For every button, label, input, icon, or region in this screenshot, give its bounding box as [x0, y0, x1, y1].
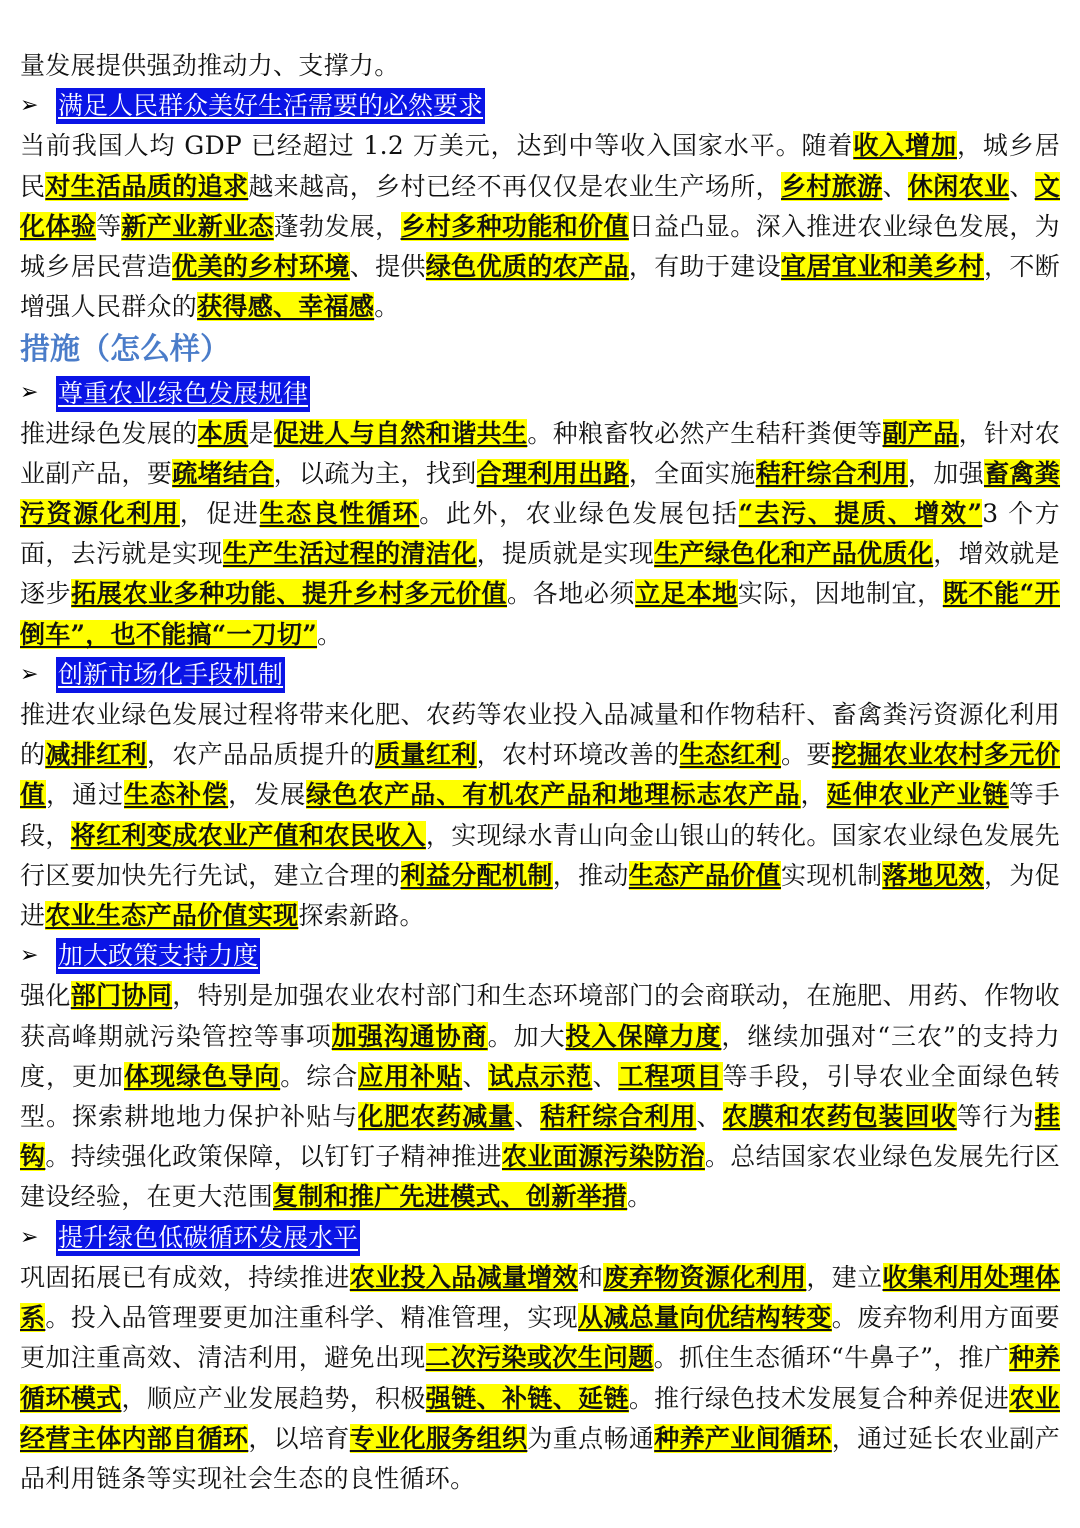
- paragraph-text: 等手段，: [20, 780, 1061, 850]
- section-title-label: 满足人民群众美好生活需要的必然要求: [56, 88, 485, 124]
- section-bullet: [20, 1218, 1060, 1258]
- paragraph-text: 是: [248, 418, 274, 448]
- paragraph-text: ，特别是加强农业农村部门和生态环境部门的会商联动，在施肥、用药、作物收获高峰期就污染管控等事项: [20, 981, 1060, 1051]
- section-title-label: 创新市场化手段机制: [56, 657, 285, 693]
- section-title-label: 加大政策支持力度: [56, 938, 260, 974]
- highlighted-keyword: 挖掘农业农村多元价值: [20, 740, 1060, 810]
- highlighted-keyword: 废弃物资源化利用: [603, 1262, 807, 1292]
- paragraph: [20, 695, 1060, 936]
- paragraph-text: 、: [462, 1061, 489, 1091]
- paragraph-text: 、: [514, 1102, 541, 1132]
- paragraph-text: ，针对农业副产品，要: [20, 418, 1061, 488]
- highlighted-keyword: 副产品: [882, 418, 959, 448]
- highlighted-keyword: 加强沟通协商: [331, 1021, 488, 1051]
- highlighted-keyword: 乡村多种功能和价值: [400, 211, 629, 241]
- paragraph-text: ，通过: [46, 780, 125, 810]
- highlighted-keyword: 拓展农业多种功能、提升乡村多元价值: [71, 579, 508, 609]
- highlighted-keyword: 收入增加: [853, 131, 957, 161]
- paragraph-text: 等手段，引导农业全面绿色转型。探索耕地地力保护补贴与: [20, 1061, 1061, 1132]
- arrow-bullet-icon: ➢: [20, 93, 39, 119]
- arrow-bullet-icon: ➢: [20, 661, 39, 687]
- highlighted-keyword: 农业投入品减量增效: [349, 1262, 579, 1292]
- paragraph-text: ，以培育: [248, 1423, 350, 1453]
- highlighted-keyword: 促进人与自然和谐共生: [273, 418, 528, 448]
- highlighted-keyword: 生态产品价值: [628, 860, 782, 890]
- section-bullet: [20, 655, 1060, 695]
- section-bullet: [20, 936, 1060, 976]
- highlighted-keyword: 部门协同: [70, 981, 173, 1011]
- paragraph-text: 。此外，农业绿色发展包括: [419, 499, 739, 529]
- paragraph-text: 等: [96, 211, 122, 241]
- highlighted-keyword: 绿色优质的农产品: [425, 252, 629, 282]
- paragraph-text: 量发展提供强劲推动力、支撑力。: [20, 51, 400, 80]
- highlighted-keyword: 生产生活过程的清洁化: [222, 539, 477, 569]
- paragraph-text: ，实现绿水青山向金山银山的转化。国家农业绿色发展先行区要加快先行先试，建立合理的: [20, 820, 1060, 890]
- highlighted-keyword: 本质: [197, 418, 249, 448]
- paragraph-text: 。总结国家农业绿色发展先行区建设经验，在更大范围: [20, 1142, 1060, 1212]
- paragraph-text: 、: [696, 1102, 723, 1132]
- paragraph-text: 巩固拓展已有成效，持续推进: [20, 1262, 350, 1292]
- paragraph-text: ，城乡居民: [20, 131, 1061, 201]
- paragraph-text: 。抓住生态循环“牛鼻子”，推广: [653, 1343, 1010, 1373]
- highlighted-keyword: 落地见效: [882, 860, 984, 890]
- highlighted-keyword: 挂钩: [20, 1102, 1061, 1172]
- paragraph-text: 推进农业绿色发展过程将带来化肥、农药等农业投入品减量和作物秸秆、畜禽粪污资源化利用的: [20, 700, 1060, 770]
- section-title-label: 提升绿色低碳循环发展水平: [56, 1220, 360, 1256]
- paragraph-text: 。持续强化政策保障，以钉钉子精神推进: [45, 1142, 502, 1172]
- section-bullet: [20, 373, 1060, 413]
- paragraph-text: ，顺应产业发展趋势，积极: [121, 1383, 426, 1413]
- paragraph-text: 。推行绿色技术发展复合种养促进: [628, 1383, 1010, 1413]
- paragraph: [20, 1258, 1060, 1499]
- paragraph: [20, 46, 1060, 86]
- highlighted-keyword: 生态补偿: [124, 780, 229, 810]
- paragraph-text: 、: [882, 171, 908, 201]
- paragraph-text: ，农产品品质提升的: [146, 740, 376, 770]
- paragraph-text: ，: [800, 780, 827, 810]
- paragraph-text: 。要: [781, 740, 832, 770]
- highlighted-keyword: 将红利变成农业产值和农民收入: [70, 820, 426, 850]
- highlighted-keyword: 农业生态产品价值实现: [45, 901, 299, 931]
- paragraph-text: ，全面实施: [628, 458, 756, 488]
- paragraph-text: ，有助于建设: [628, 252, 782, 282]
- paragraph-text: 日益凸显。深入推进农业绿色发展，为城乡居民营造: [20, 211, 1060, 282]
- paragraph-text: ，提质就是实现: [476, 539, 655, 569]
- paragraph-text: 。种粮畜牧必然产生秸秆粪便等: [527, 418, 883, 448]
- highlighted-keyword: 生产绿色化和产品优质化: [654, 539, 934, 569]
- highlighted-keyword: 投入保障力度: [565, 1021, 722, 1051]
- highlighted-keyword: 优美的乡村环境: [172, 252, 350, 282]
- paragraph-text: ，增效就是逐步: [20, 539, 1060, 609]
- paragraph-text: 为重点畅通: [527, 1423, 655, 1453]
- highlighted-keyword: 获得感、幸福感: [197, 292, 375, 322]
- highlighted-keyword: 生态红利: [679, 740, 782, 770]
- highlighted-keyword: 农业经营主体内部自循环: [20, 1383, 1060, 1453]
- paragraph-text: ，促进: [179, 499, 260, 529]
- highlighted-keyword: “去污、提质、增效”: [738, 499, 983, 529]
- paragraph-text: 3 个方面，去污就是实现: [20, 499, 1060, 569]
- highlighted-keyword: 复制和推广先进模式、创新举措: [273, 1182, 628, 1212]
- highlighted-keyword: 疏堵结合: [172, 458, 274, 488]
- highlighted-keyword: 种养产业间循环: [654, 1423, 832, 1453]
- paragraph-text: 、: [592, 1061, 619, 1091]
- highlighted-keyword: 既不能“开倒车”，也不能搞“一刀切”: [20, 579, 1060, 649]
- paragraph-text: 探索新路。: [298, 901, 425, 931]
- highlighted-keyword: 休闲农业: [907, 171, 1010, 201]
- paragraph: [20, 976, 1060, 1217]
- highlighted-keyword: 秸秆综合利用: [755, 458, 908, 488]
- highlighted-keyword: 二次污染或次生问题: [425, 1343, 654, 1373]
- paragraph-text: 。: [627, 1182, 653, 1212]
- highlighted-keyword: 农业面源污染防治: [501, 1142, 705, 1172]
- paragraph-text: ，推动: [552, 860, 629, 890]
- paragraph-text: 、提供: [349, 252, 426, 282]
- paragraph-text: 、: [1009, 171, 1035, 201]
- highlighted-keyword: 体现绿色导向: [124, 1061, 281, 1091]
- paragraph-text: ，加强: [907, 458, 984, 488]
- highlighted-keyword: 生态良性循环: [259, 499, 420, 529]
- paragraph-text: ，继续加强对“三农”的支持力度，更加: [20, 1021, 1060, 1091]
- paragraph-text: ，农村环境改善的: [476, 740, 680, 770]
- highlighted-keyword: 绿色农产品、有机农产品和地理标志农产品: [306, 780, 801, 810]
- highlighted-keyword: 延伸农业产业链: [826, 780, 1009, 810]
- paragraph-text: 蓬勃发展，: [273, 211, 401, 241]
- highlighted-keyword: 对生活品质的追求: [45, 171, 249, 201]
- arrow-bullet-icon: ➢: [20, 1224, 39, 1250]
- paragraph-text: 实现机制: [781, 860, 883, 890]
- highlighted-keyword: 收集利用处理体系: [20, 1262, 1060, 1333]
- paragraph-text: 。: [317, 619, 343, 649]
- paragraph-text: 当前我国人均 GDP 已经超过 1.2 万美元，达到中等收入国家水平。随着: [20, 131, 854, 161]
- paragraph-text: 和: [578, 1262, 604, 1292]
- paragraph-text: 越来越高，乡村已经不再仅仅是农业生产场所，: [248, 171, 781, 201]
- paragraph-text: ，以疏为主，找到: [273, 458, 477, 488]
- paragraph-text: 。投入品管理要更加注重科学、精准管理，实现: [45, 1303, 579, 1333]
- paragraph-text: 。各地必须: [507, 579, 636, 609]
- paragraph-text: ，建立: [806, 1262, 883, 1292]
- highlighted-keyword: 秸秆综合利用: [540, 1102, 697, 1132]
- highlighted-keyword: 畜禽粪污资源化利用: [20, 458, 1061, 529]
- section-bullet: [20, 86, 1060, 126]
- paragraph-text: 。: [374, 292, 400, 322]
- highlighted-keyword: 强链、补链、延链: [425, 1383, 629, 1413]
- highlighted-keyword: 利益分配机制: [400, 860, 553, 890]
- paragraph-text: 强化: [20, 981, 71, 1011]
- arrow-bullet-icon: ➢: [20, 380, 39, 406]
- paragraph-text: ，发展: [228, 780, 307, 810]
- highlighted-keyword: 试点示范: [488, 1061, 593, 1091]
- highlighted-keyword: 新产业新业态: [121, 211, 274, 241]
- highlighted-keyword: 合理利用出路: [476, 458, 629, 488]
- paragraph-text: ，不断增强人民群众的: [20, 252, 1061, 322]
- paragraph-text: ，为促进: [20, 860, 1060, 931]
- highlighted-keyword: 种养循环模式: [20, 1343, 1061, 1413]
- paragraph-text: 推进绿色发展的: [20, 418, 198, 448]
- measures-heading: 措施（怎么样）: [20, 332, 230, 368]
- highlighted-keyword: 立足本地: [635, 579, 738, 609]
- highlighted-keyword: 农膜和农药包装回收: [722, 1102, 957, 1132]
- arrow-bullet-icon: ➢: [20, 943, 39, 969]
- highlighted-keyword: 应用补贴: [358, 1061, 463, 1091]
- highlighted-keyword: 化肥农药减量: [358, 1102, 515, 1132]
- paragraph-text: 等行为: [956, 1102, 1035, 1132]
- section-title-label: 尊重农业绿色发展规律: [56, 376, 310, 412]
- paragraph-text: 。加大: [487, 1021, 566, 1051]
- paragraph: [20, 126, 1060, 327]
- highlighted-keyword: 专业化服务组织: [349, 1423, 528, 1453]
- highlighted-keyword: 工程项目: [618, 1061, 723, 1091]
- paragraph-text: 实际，因地制宜，: [737, 579, 943, 609]
- paragraph-text: 。废弃物利用方面要更加注重高效、清洁利用，避免出现: [20, 1303, 1060, 1373]
- highlighted-keyword: 乡村旅游: [781, 171, 883, 201]
- highlighted-keyword: 文化体验: [20, 171, 1060, 241]
- paragraph-text: 。综合: [280, 1061, 359, 1091]
- highlighted-keyword: 减排红利: [45, 740, 147, 770]
- highlighted-keyword: 宜居宜业和美乡村: [781, 252, 984, 282]
- paragraph-text: ，通过延长农业副产品利用链条等实现社会生态的良性循环。: [20, 1423, 1061, 1493]
- paragraph: [20, 414, 1060, 655]
- highlighted-keyword: 从减总量向优结构转变: [578, 1303, 832, 1333]
- highlighted-keyword: 质量红利: [375, 740, 477, 770]
